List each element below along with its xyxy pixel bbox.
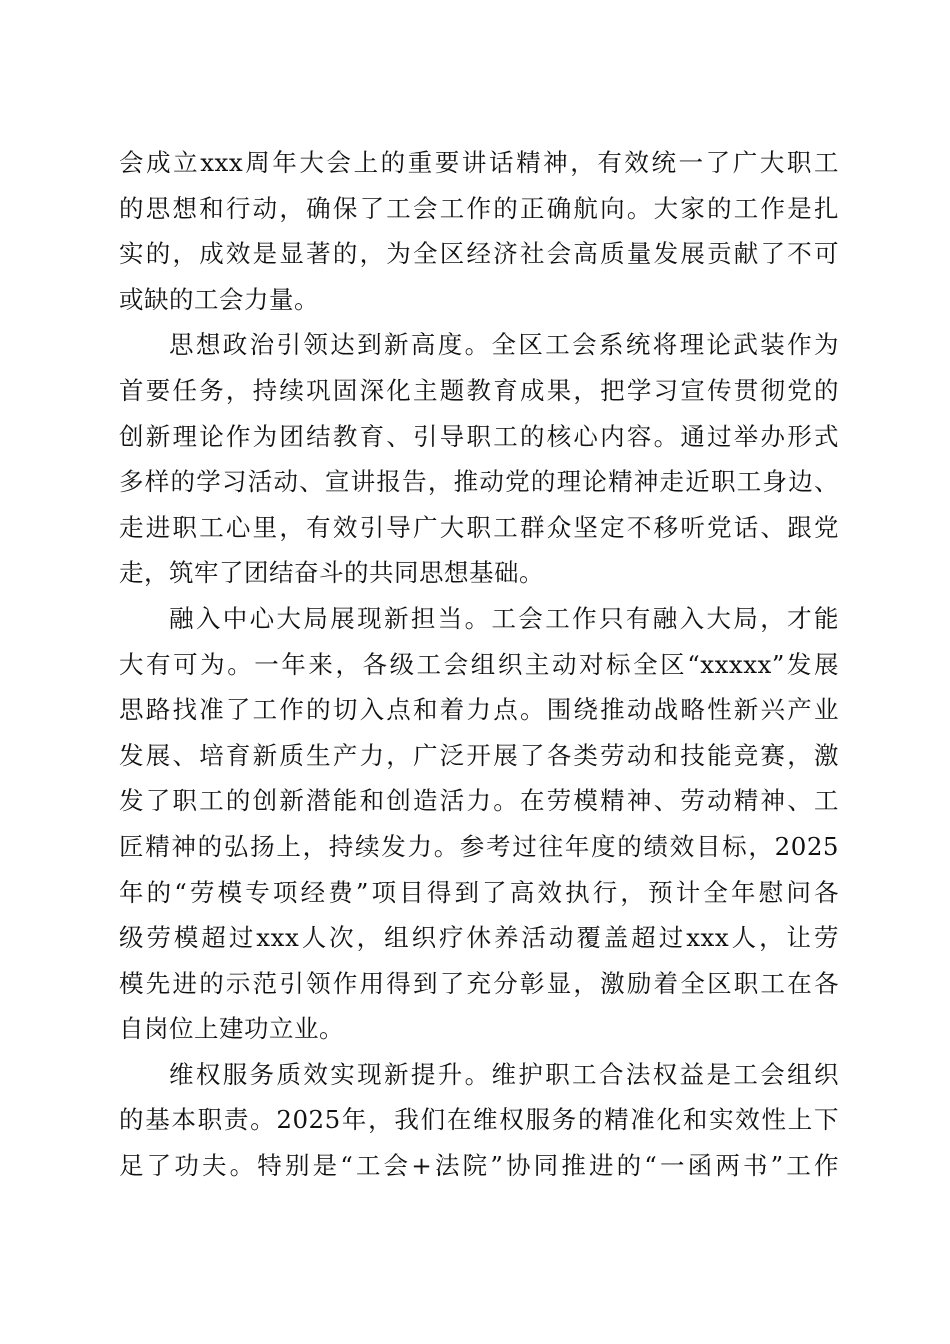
text-line: 走，筑牢了团结奋斗的共同思想基础。 <box>119 558 544 588</box>
text-line: 实的，成效是显著的，为全区经济社会高质量发展贡献了不可 <box>119 239 839 269</box>
text-line: 发了职工的创新潜能和创造活力。在劳模精神、劳动精神、工 <box>119 786 839 816</box>
text-line: 会成立xxx周年大会上的重要讲话精神，有效统一了广大职工 <box>119 148 839 177</box>
text-line: 思路找准了工作的切入点和着力点。围绕推动战略性新兴产业 <box>119 695 839 725</box>
text-line: 首要任务，持续巩固深化主题教育成果，把学习宣传贯彻党的 <box>119 375 839 405</box>
text-line: 或缺的工会力量。 <box>119 284 319 314</box>
text-line: 的思想和行动，确保了工会工作的正确航向。大家的工作是扎 <box>119 193 839 223</box>
text-line: 多样的学习活动、宣讲报告，推动党的理论精神走近职工身边、 <box>119 467 839 497</box>
text-line: 大有可为。一年来，各级工会组织主动对标全区“xxxxx”发展 <box>119 649 839 679</box>
text-line: 走进职工心里，有效引导广大职工群众坚定不移听党话、跟党 <box>119 512 839 542</box>
paragraph-heading-line: 思想政治引领达到新高度。全区工会系统将理论武装作为 <box>169 330 839 360</box>
text-line: 年的“劳模专项经费”项目得到了高效执行，预计全年慰问各 <box>119 877 839 907</box>
paragraph-heading-line: 维权服务质效实现新提升。维护职工合法权益是工会组织 <box>169 1059 839 1089</box>
paragraph-heading-line: 融入中心大局展现新担当。工会工作只有融入大局，才能 <box>169 603 839 633</box>
text-line: 足了功夫。特别是“工会+法院”协同推进的“一函两书”工作 <box>119 1151 839 1181</box>
text-line: 模先进的示范引领作用得到了充分彰显，激励着全区职工在各 <box>119 968 839 998</box>
text-line: 匠精神的弘扬上，持续发力。参考过往年度的绩效目标，2025 <box>119 831 839 861</box>
text-line: 发展、培育新质生产力，广泛开展了各类劳动和技能竞赛，激 <box>119 740 839 770</box>
text-line: 的基本职责。2025年，我们在维权服务的精准化和实效性上下 <box>119 1105 839 1135</box>
text-line: 创新理论作为团结教育、引导职工的核心内容。通过举办形式 <box>119 421 839 451</box>
text-line: 级劳模超过xxx人次，组织疗休养活动覆盖超过xxx人，让劳 <box>119 923 839 953</box>
document-body <box>119 140 839 1189</box>
text-line: 自岗位上建功立业。 <box>119 1014 344 1044</box>
